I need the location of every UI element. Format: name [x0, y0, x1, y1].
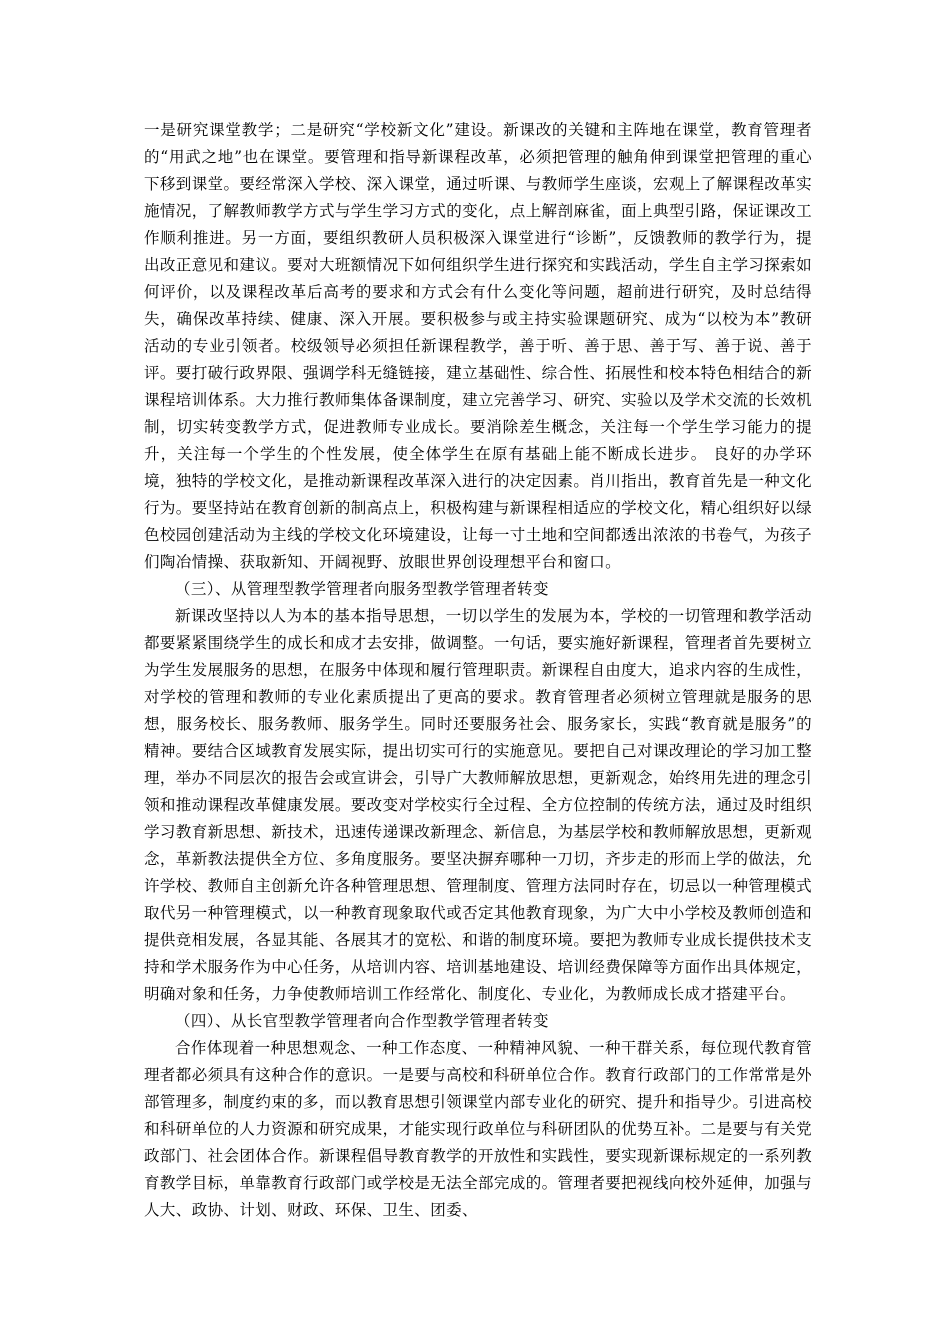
paragraph-school-culture: 一是研究课堂教学；二是研究“学校新文化”建设。新课改的关键和主阵地在课堂，教育管理者的“用武之地”也在课堂。要管理和指导新课程改革，必须把管理的触角伸到课堂把管理的重心下移到课堂。要经常深入学校、深入课堂，通过听课、与教师学生座谈，宏观上了解课程改革实施情况，了解教师教学方式与学生学习方式的变化，点上解剖麻雀，面上典型引路，保证课改工作顺利推进。另一方面，要组织教研人员积极深入课堂进行“诊断”，反馈教师的教学行为，提出改正意见和建议。要对大班额情况下如何组织学生进行探究和实践活动，学生自主学习探索如何评价，以及课程改革后高考的要求和方式会有什么变化等问题，超前进行研究，及时总结得失，确保改革持续、健康、深入开展。要积极参与或主持实验课题研究、成为“以校为本”教研活动的专业引领者。校级领导必须担任新课程教学，善于听、善于思、善于写、善于说、善于评。要打破行政界限、强调学科无缝链接，建立基础性、综合性、拓展性和校本特色相结合的新课程培训体系。大力推行教师集体备课制度，建立完善学习、研究、实验以及学术交流的长效机制，切实转变教学方式，促进教师专业成长。要消除差生概念，关注每一个学生学习能力的提升，关注每一个学生的个性发展，使全体学生在原有基础上能不断成长进步。 良好的办学环境，独特的学校文化，是推动新课程改革深入进行的决定因素。肖川指出，教育首先是一种文化行为。要坚持站在教育创新的制高点上，积极构建与新课程相适应的学校文化，精心组织好以绿色校园创建活动为主线的学校文化环境建设，让每一寸土地和空间都透出浓浓的书卷气，为孩子们陶冶情操、获取新知、开阔视野、放眼世界创设理想平台和窗口。	[144, 121, 812, 571]
paragraph-cooperative-management: 合作体现着一种思想观念、一种工作态度、一种精神风貌、一种干群关系，每位现代教育管理者都必须具有这种合作的意识。一是要与高校和科研单位合作。教育行政部门的工作常常是外部管理多，制度约束的多，而以教育思想引领课堂内部专业化的研究、提升和指导少。引进高校和科研单位的人力资源和研究成果，才能实现行政单位与科研团队的优势互补。二是要与有关党政部门、社会团体合作。新课程倡导教育教学的开放性和实践性，要实现新课标规定的一系列教育教学目标，单靠教育行政部门或学校是无法全部完成的。管理者要把视线向校外延伸，加强与人大、政协、计划、财政、环保、卫生、团委、	[144, 1039, 812, 1219]
document-body	[144, 117, 812, 1224]
section-heading-4: （四）、从长官型教学管理者向合作型教学管理者转变	[175, 1012, 549, 1030]
paragraph-service-management: 新课改坚持以人为本的基本指导思想，一切以学生的发展为本，学校的一切管理和教学活动都要紧紧围绕学生的成长和成才去安排，做调整。一句话，要实施好新课程，管理者首先要树立为学生发展服务的思想，在服务中体现和履行管理职责。新课程自由度大，追求内容的生成性，对学校的管理和教师的专业化素质提出了更高的要求。教育管理者必须树立管理就是服务的思想，服务校长、服务教师、服务学生。同时还要服务社会、服务家长，实践“教育就是服务”的精神。要结合区域教育发展实际，提出切实可行的实施意见。要把自己对课改理论的学习加工整理，举办不同层次的报告会或宣讲会，引导广大教师解放思想，更新观念，始终用先进的理念引领和推动课程改革健康发展。要改变对学校实行全过程、全方位控制的传统方法，通过及时组织学习教育新思想、新技术，迅速传递课改新理念、新信息，为基层学校和教师解放思想，更新观念，革新教法提供全方位、多角度服务。要坚决摒弃哪种一刀切，齐步走的形而上学的做法，允许学校、教师自主创新允许各种管理思想、管理制度、管理方法同时存在，切忌以一种管理模式取代另一种管理模式，以一种教育现象取代或否定其他教育现象，为广大中小学校及教师创造和提供竞相发展，各显其能、各展其才的宽松、和谐的制度环境。要把为教师专业成长提供技术支持和学术服务作为中心任务，从培训内容、培训基地建设、培训经费保障等方面作出具体规定，明确对象和任务，力争使教师培训工作经常化、制度化、专业化，为教师成长成才搭建平台。	[144, 607, 812, 1003]
section-heading-3: （三）、从管理型教学管理者向服务型教学管理者转变	[175, 580, 549, 598]
